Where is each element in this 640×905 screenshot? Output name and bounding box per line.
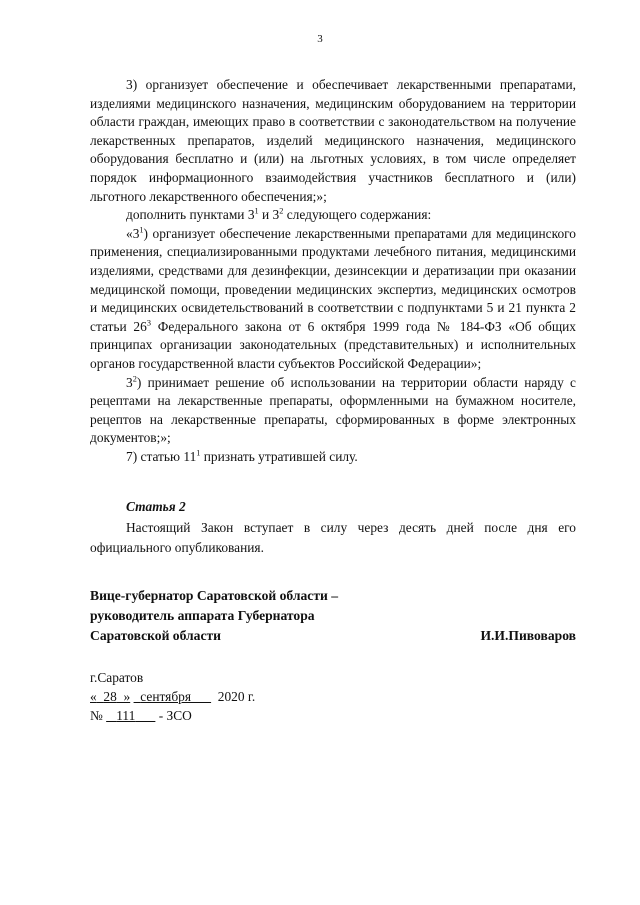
article-2 — [90, 497, 576, 559]
supplement-intro-paragraph: дополнить пунктами $3^1$ и $3^2$ следующего содержания: — [126, 206, 432, 223]
article-2-heading: Статья 2 — [126, 499, 186, 514]
date-line: « 28 » сентября 2020 г. — [90, 689, 256, 704]
date-year: 2020 г. — [217, 689, 256, 704]
place-date-block — [90, 668, 255, 725]
date-month: сентября — [140, 689, 191, 704]
city: г.Саратов — [90, 670, 144, 685]
item-7-paragraph: 7) статью $11^1$ признать утратившей силу. — [126, 448, 358, 464]
signature-title-line-1: Вице-губернатор Саратовской области – — [90, 588, 339, 603]
signature-title-line-3: Саратовской области — [90, 628, 222, 643]
signer-name: И.И.Пивоваров — [480, 628, 576, 643]
item-3-1-paragraph: «$3^1$) организует обеспечение лекарственными препаратами для медицинского применения, специализированными продуктами лечебного питания, медицинскими изделиями, средствами для дезинфекции, дезинсекции и дератизации при оказании медицинской помощи, проведении медицинских экспертиз, медицинских осмотров и медицинских освидетельствований в соответствии с подпунктами 5 и 21 пункта 2 статьи $26^3$ Федерального закона от 6 октября 1999 года № 184-ФЗ «Об общих принципах организации законодательных (представительных) и исполнительных органов государственной власти субъектов Российской Федерации»; — [90, 225, 576, 371]
signature-block — [90, 586, 576, 646]
date-day: 28 — [103, 689, 117, 704]
page-number: 3 — [317, 33, 323, 45]
number-line: № 111 - ЗСО — [90, 708, 192, 723]
item-3-paragraph: 3) организует обеспечение и обеспечивает лекарственными препаратами, изделиями медицинского назначения, медицинским оборудованием на территории области граждан, имеющих право в соответствии с законодательством на получение лекарственных препаратов, изделий медицинского назначения, медицинского оборудования бесплатно и (или) на льготных условиях, в том числе определяет порядок информационного взаимодействия участников бесплатного и (или) льготного лекарственного обеспечения;»; — [90, 77, 576, 204]
law-amendment-text — [90, 76, 576, 466]
signature-title-line-2: руководитель аппарата Губернатора — [90, 608, 315, 623]
law-number: 111 — [116, 708, 136, 723]
article-2-text: Настоящий Закон вступает в силу через десять дней после дня его официального опубликования. — [90, 519, 576, 556]
item-3-2-paragraph: $3^2$) принимает решение об использовании на территории области наряду с рецептами на лекарственные препараты, оформленными на бумажном носителе, рецептов на лекарственные препараты, сформированных в форме электронных документов;»; — [90, 374, 576, 446]
